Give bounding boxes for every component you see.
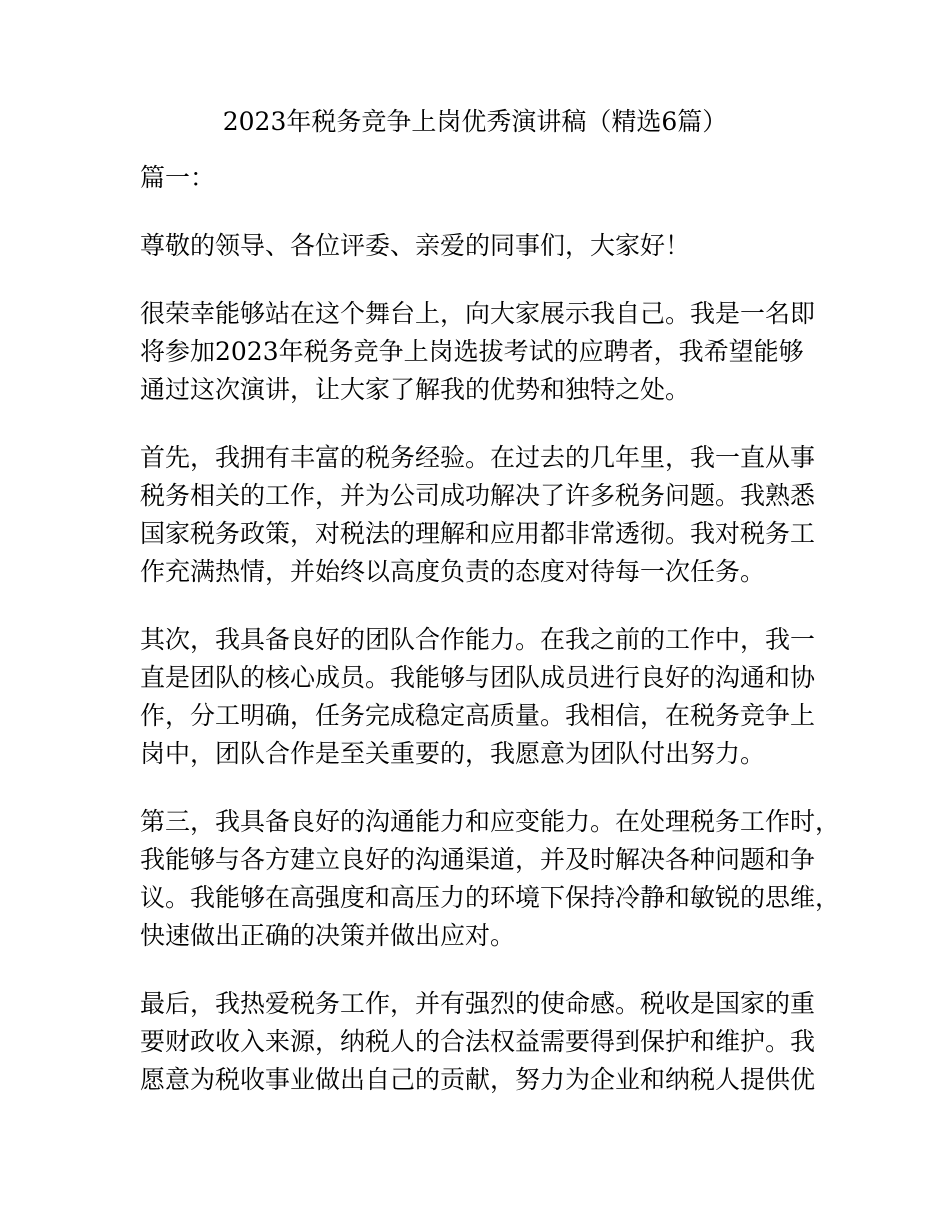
paragraph-2-line-4: 作充满热情，并始终以高度负责的态度对待每一次任务。 — [140, 557, 766, 586]
paragraph-1-line-1: 很荣幸能够站在这个舞台上，向大家展示我自己。我是一名即 — [140, 299, 816, 328]
paragraph-2-line-3: 国家税务政策，对税法的理解和应用都非常透彻。我对税务工 — [140, 519, 816, 548]
greeting-line: 尊敬的领导、各位评委、亲爱的同事们，大家好！ — [140, 231, 691, 260]
paragraph-2-line-2: 税务相关的工作，并为公司成功解决了许多税务问题。我熟悉 — [140, 481, 816, 510]
paragraph-5-line-3: 愿意为税收事业做出自己的贡献，努力为企业和纳税人提供优 — [140, 1065, 816, 1094]
paragraph-1-line-3: 通过这次演讲，让大家了解我的优势和独特之处。 — [140, 375, 691, 404]
paragraph-5-line-2: 要财政收入来源，纳税人的合法权益需要得到保护和维护。我 — [140, 1027, 816, 1056]
paragraph-2-line-1: 首先，我拥有丰富的税务经验。在过去的几年里，我一直从事 — [140, 443, 816, 472]
paragraph-3-line-3: 作，分工明确，任务完成稳定高质量。我相信，在税务竞争上 — [140, 701, 816, 730]
document-title: 2023年税务竞争上岗优秀演讲稿（精选6篇） — [222, 107, 728, 136]
paragraph-4-line-2: 我能够与各方建立良好的沟通渠道，并及时解决各种问题和争 — [140, 845, 816, 874]
section-label: 篇一： — [140, 163, 216, 192]
paragraph-4-line-3: 议。我能够在高强度和高压力的环境下保持冷静和敏锐的思维， — [140, 883, 841, 912]
paragraph-3-line-2: 直是团队的核心成员。我能够与团队成员进行良好的沟通和协 — [140, 663, 816, 692]
paragraph-5-line-1: 最后，我热爱税务工作，并有强烈的使命感。税收是国家的重 — [140, 989, 816, 1018]
paragraph-3-line-1: 其次，我具备良好的团队合作能力。在我之前的工作中，我一 — [140, 625, 816, 654]
paragraph-3-line-4: 岗中，团队合作是至关重要的，我愿意为团队付出努力。 — [140, 739, 766, 768]
paragraph-4-line-4: 快速做出正确的决策并做出应对。 — [140, 921, 516, 950]
paragraph-4-line-1: 第三，我具备良好的沟通能力和应变能力。在处理税务工作时， — [140, 807, 841, 836]
paragraph-1-line-2: 将参加2023年税务竞争上岗选拔考试的应聘者，我希望能够 — [140, 337, 804, 366]
